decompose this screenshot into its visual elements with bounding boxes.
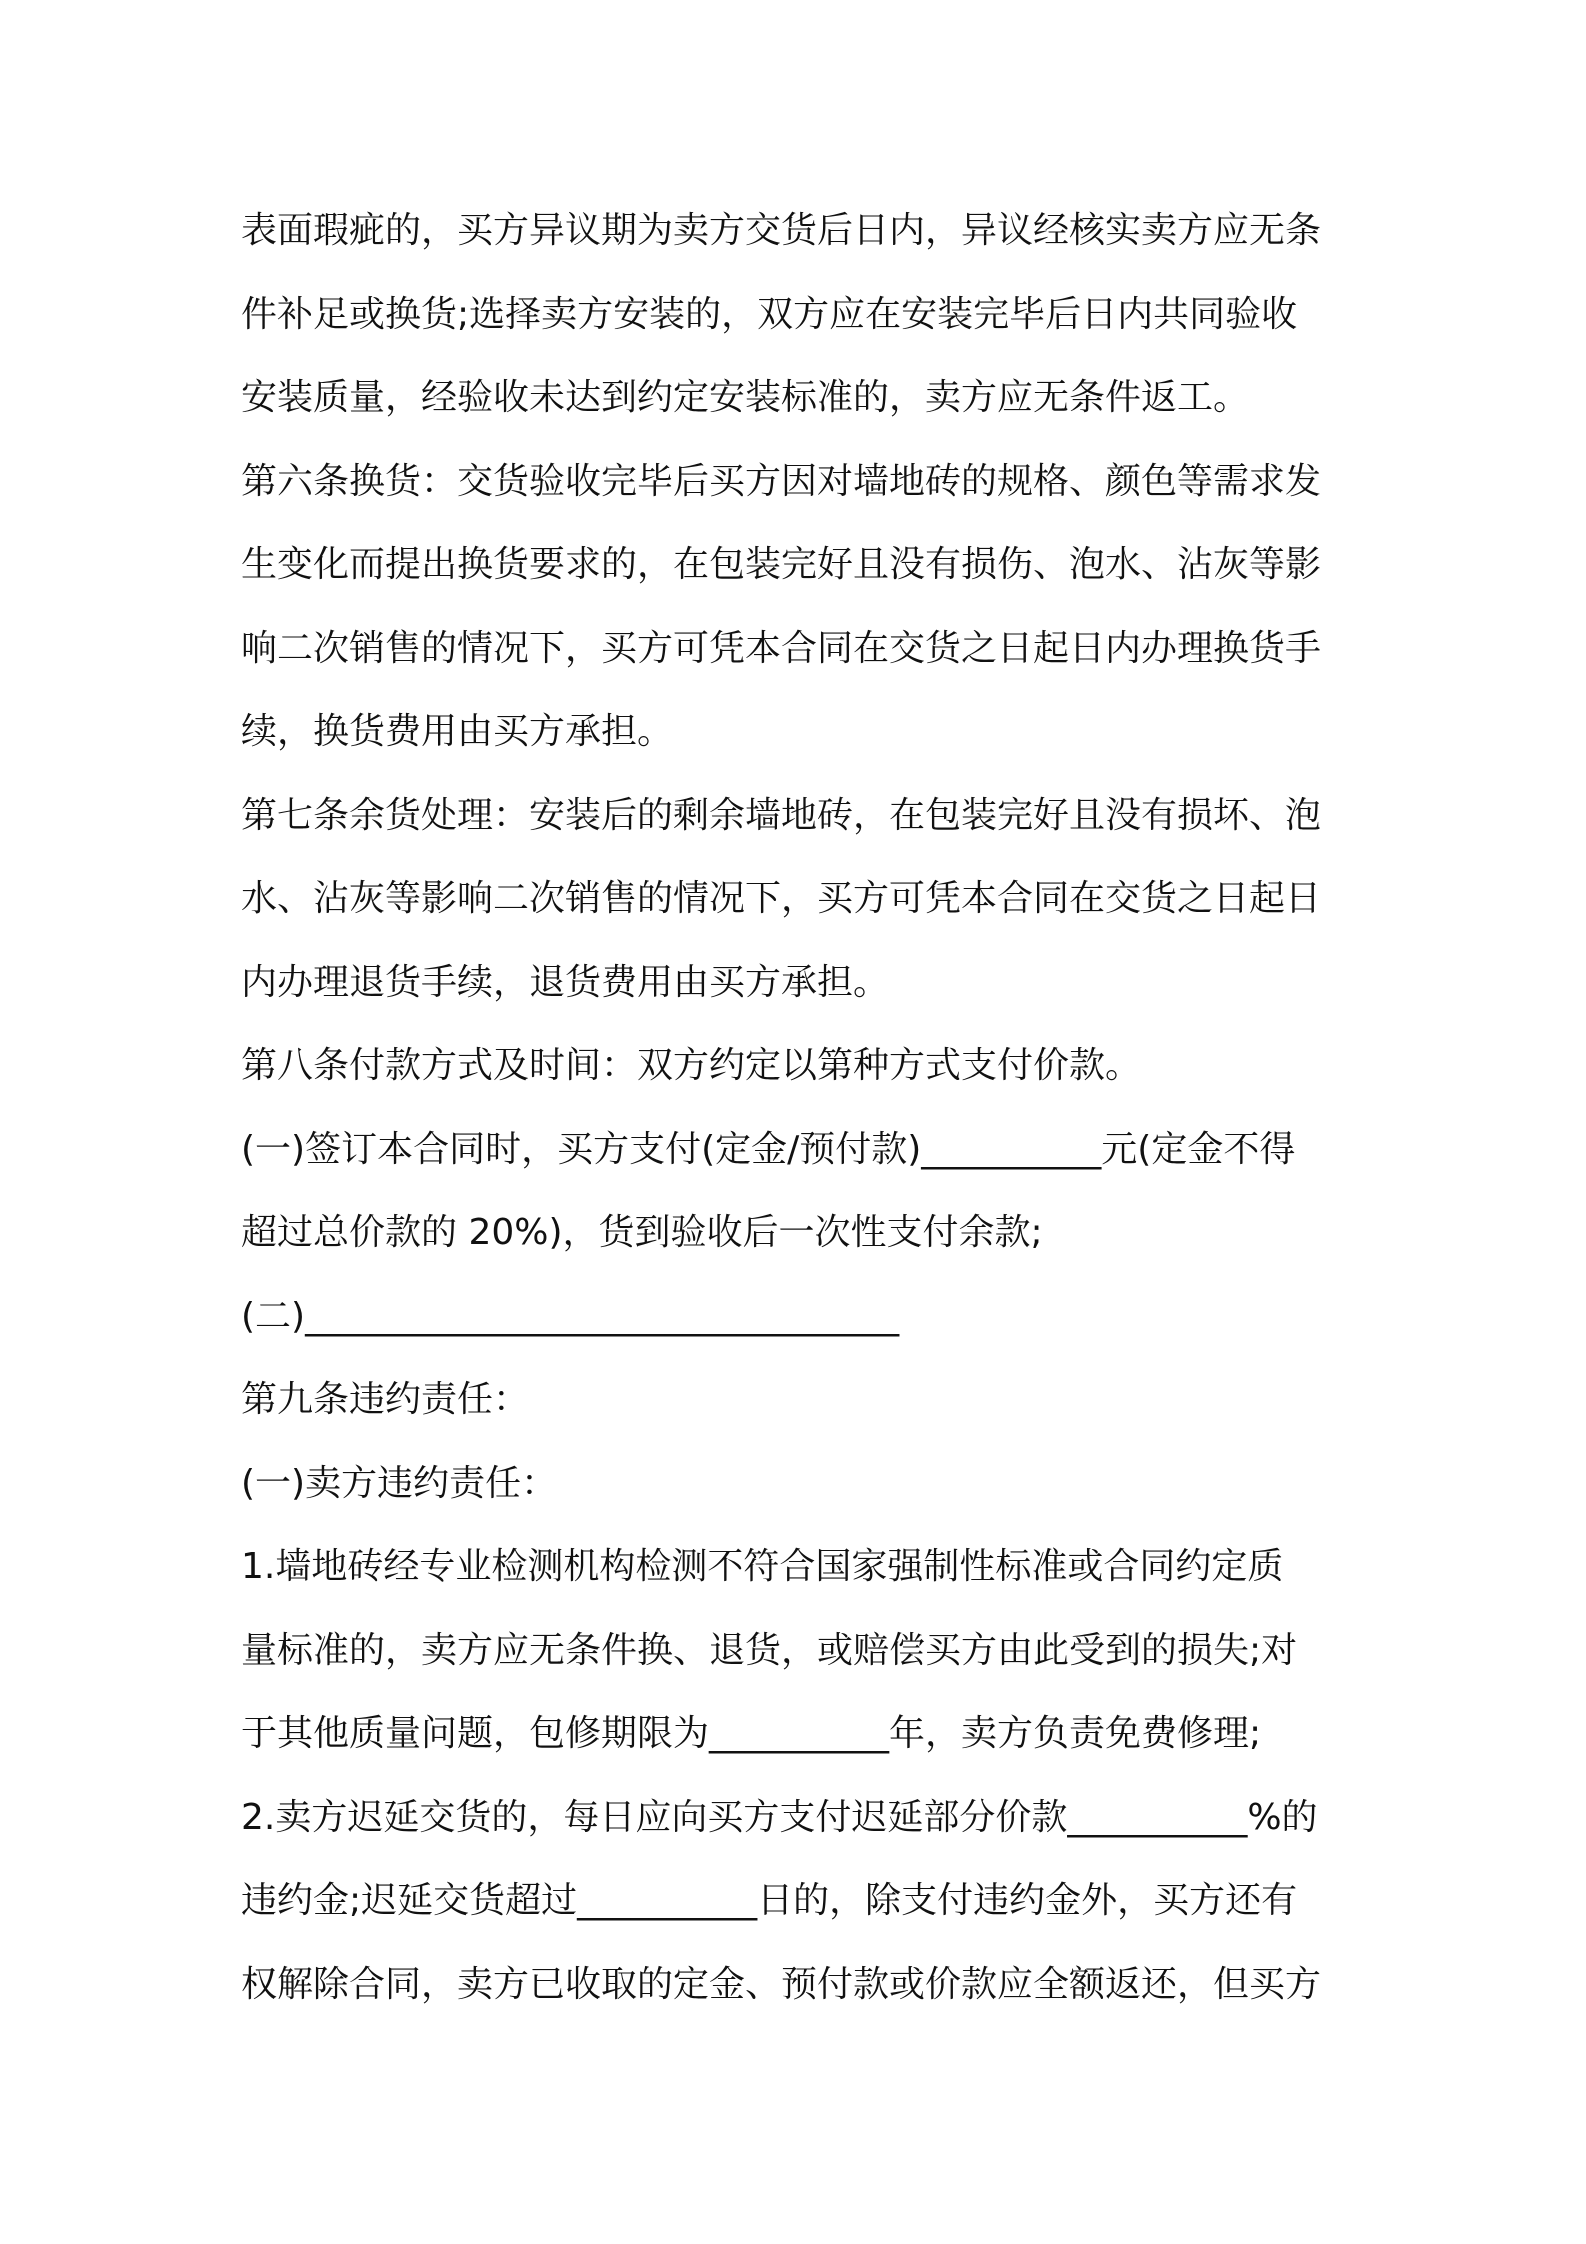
text-line: 超过总价款的 20%)，货到验收后一次性支付余款; <box>241 1212 1043 1253</box>
text-line: 件补足或换货;选择卖方安装的，双方应在安装完毕后日内共同验收 <box>241 293 1298 335</box>
text-line: 1.墙地砖经专业检测机构检测不符合国家强制性标准或合同约定质 <box>241 1546 1284 1587</box>
text-line: 第七条余货处理：安装后的剩余墙地砖，在包装完好且没有损坏、泡 <box>241 794 1322 836</box>
text-line: 于其他质量问题，包修期限为__________年，卖方负责免费修理; <box>241 1713 1262 1754</box>
text-line: 2.卖方迟延交货的，每日应向买方支付迟延部分价款__________%的 <box>241 1796 1318 1838</box>
text-line: 内办理退货手续，退货费用由买方承担。 <box>241 961 890 1003</box>
text-line: (二)_________________________________ <box>241 1295 900 1337</box>
text-line: 权解除合同，卖方已收取的定金、预付款或价款应全额返还，但买方 <box>241 1963 1322 2005</box>
text-line: (一)签订本合同时，买方支付(定金/预付款)__________元(定金不得 <box>241 1128 1296 1170</box>
text-line: 第九条违约责任： <box>241 1379 530 1420</box>
text-line: 第八条付款方式及时间：双方约定以第种方式支付价款。 <box>241 1045 1142 1086</box>
text-line: 量标准的，卖方应无条件换、退货，或赔偿买方由此受到的损失;对 <box>241 1629 1298 1671</box>
text-line: 第六条换货：交货验收完毕后买方因对墙地砖的规格、颜色等需求发 <box>241 460 1322 502</box>
text-line: 响二次销售的情况下，买方可凭本合同在交货之日起日内办理换货手 <box>241 627 1322 669</box>
text-line: 违约金;迟延交货超过__________日的，除支付违约金外，买方还有 <box>241 1880 1298 1921</box>
text-line: 表面瑕疵的，买方异议期为卖方交货后日内，异议经核实卖方应无条 <box>241 210 1322 251</box>
contract-text <box>241 189 1361 2026</box>
text-line: 续，换货费用由买方承担。 <box>241 711 674 752</box>
text-line: 安装质量，经验收未达到约定安装标准的，卖方应无条件返工。 <box>241 377 1250 418</box>
text-line: 水、沾灰等影响二次销售的情况下，买方可凭本合同在交货之日起日 <box>241 878 1322 919</box>
text-line: 生变化而提出换货要求的，在包装完好且没有损伤、泡水、沾灰等影 <box>241 544 1322 585</box>
text-line: (一)卖方违约责任： <box>241 1462 558 1504</box>
